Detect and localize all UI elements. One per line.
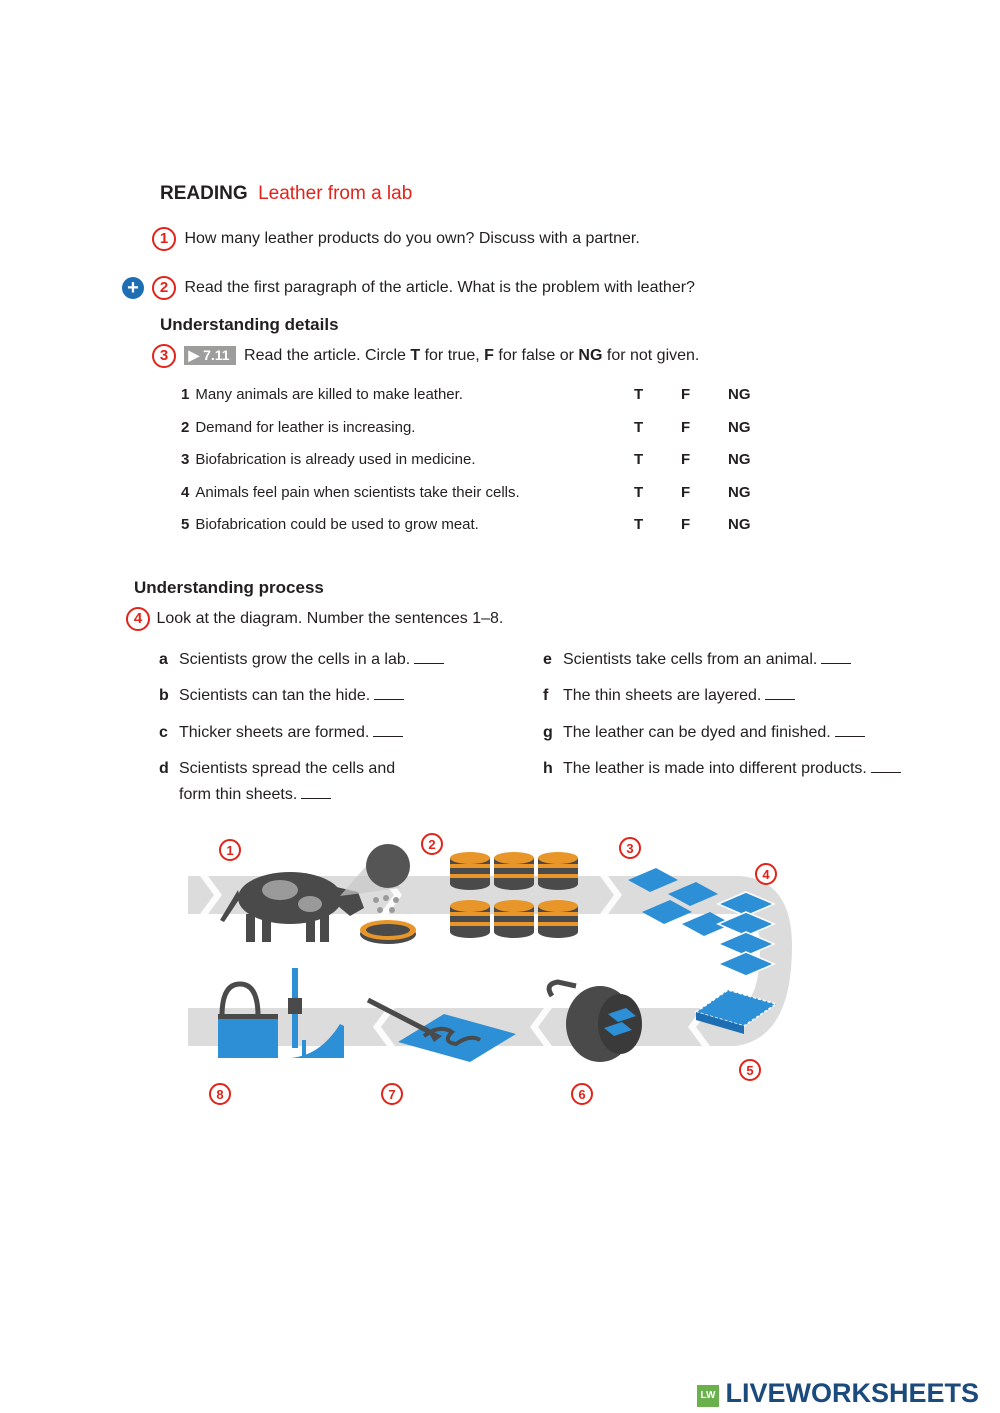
option-not-given[interactable]: NG xyxy=(728,451,751,468)
exercise-2 xyxy=(152,276,695,300)
brand-logo[interactable] xyxy=(697,1378,979,1408)
play-icon: ▶ xyxy=(188,347,204,363)
exercise-instruction: How many leather products do you own? Discuss with a partner. xyxy=(184,230,640,247)
option-false[interactable]: F xyxy=(681,419,691,436)
sentence-d: d Scientists spread the cells and xyxy=(159,760,396,777)
process-heading: Understanding process xyxy=(134,578,324,597)
plus-icon[interactable]: + xyxy=(122,277,144,299)
step-number: 2 xyxy=(428,837,436,852)
answer-blank[interactable] xyxy=(871,770,901,773)
step-number: 1 xyxy=(226,843,234,858)
process-diagram xyxy=(180,828,820,1118)
statement-row: 2 Demand for leather is increasing. xyxy=(181,419,416,436)
petri-dish xyxy=(360,920,416,944)
step-number: 8 xyxy=(216,1087,224,1102)
exercise-number-badge: 1 xyxy=(152,227,176,251)
exercise-number-badge: 2 xyxy=(152,276,176,300)
exercise-instruction: Read the first paragraph of the article. What is the problem with leather? xyxy=(184,279,695,296)
exercise-instruction: Read the article. Circle T for true, F for false or NG for not given. xyxy=(244,347,700,364)
statement-row: 1 Many animals are killed to make leather. xyxy=(181,386,463,403)
answer-blank[interactable] xyxy=(301,796,331,799)
exercise-number-badge: 4 xyxy=(126,607,150,631)
option-false[interactable]: F xyxy=(681,516,691,533)
section-heading xyxy=(160,183,412,205)
answer-blank[interactable] xyxy=(821,661,851,664)
step-number: 6 xyxy=(578,1087,586,1102)
option-not-given[interactable]: NG xyxy=(728,484,751,501)
answer-blank[interactable] xyxy=(373,734,403,737)
exercise-instruction: Look at the diagram. Number the sentences 1–8. xyxy=(156,610,504,627)
sentence-h: h The leather is made into different products. xyxy=(543,760,901,778)
statement-row: 5 Biofabrication could be used to grow meat. xyxy=(181,516,479,533)
sentence-a: a Scientists grow the cells in a lab. xyxy=(159,651,444,669)
step-number: 7 xyxy=(388,1087,396,1102)
answer-blank[interactable] xyxy=(835,734,865,737)
answer-blank[interactable] xyxy=(414,661,444,664)
option-false[interactable]: F xyxy=(681,484,691,501)
brand-badge: LW xyxy=(697,1385,719,1407)
details-heading: Understanding details xyxy=(160,315,339,334)
brand-name: LIVEWORKSHEETS xyxy=(725,1378,979,1408)
exercise-1 xyxy=(152,227,640,251)
exercise-3 xyxy=(152,344,699,368)
option-false[interactable]: F xyxy=(681,386,691,403)
step-number: 4 xyxy=(762,867,770,882)
option-true[interactable]: T xyxy=(634,516,644,533)
sentence-c: c Thicker sheets are formed. xyxy=(159,724,403,742)
exercise-4 xyxy=(126,607,503,631)
statement-row: 4 Animals feel pain when scientists take their cells. xyxy=(181,484,520,501)
answer-blank[interactable] xyxy=(374,697,404,700)
option-true[interactable]: T xyxy=(634,419,644,436)
sentence-e: e Scientists take cells from an animal. xyxy=(543,651,851,669)
audio-track[interactable]: ▶ 7.11 xyxy=(184,346,235,365)
magnify-lens xyxy=(366,844,410,888)
statement-row: 3 Biofabrication is already used in medicine. xyxy=(181,451,476,468)
step-number: 5 xyxy=(746,1063,754,1078)
option-true[interactable]: T xyxy=(634,386,644,403)
sentence-g: g The leather can be dyed and finished. xyxy=(543,724,865,742)
option-not-given[interactable]: NG xyxy=(728,419,751,436)
step-number: 3 xyxy=(626,841,634,856)
section-label: READING xyxy=(160,183,248,204)
sentence-d-line2: form thin sheets. xyxy=(179,786,331,804)
option-true[interactable]: T xyxy=(634,451,644,468)
sentence-f: f The thin sheets are layered. xyxy=(543,687,795,705)
option-not-given[interactable]: NG xyxy=(728,386,751,403)
option-true[interactable]: T xyxy=(634,484,644,501)
answer-blank[interactable] xyxy=(765,697,795,700)
option-false[interactable]: F xyxy=(681,451,691,468)
exercise-number-badge: 3 xyxy=(152,344,176,368)
option-not-given[interactable]: NG xyxy=(728,516,751,533)
section-title: Leather from a lab xyxy=(258,183,413,204)
sentence-b: b Scientists can tan the hide. xyxy=(159,687,404,705)
